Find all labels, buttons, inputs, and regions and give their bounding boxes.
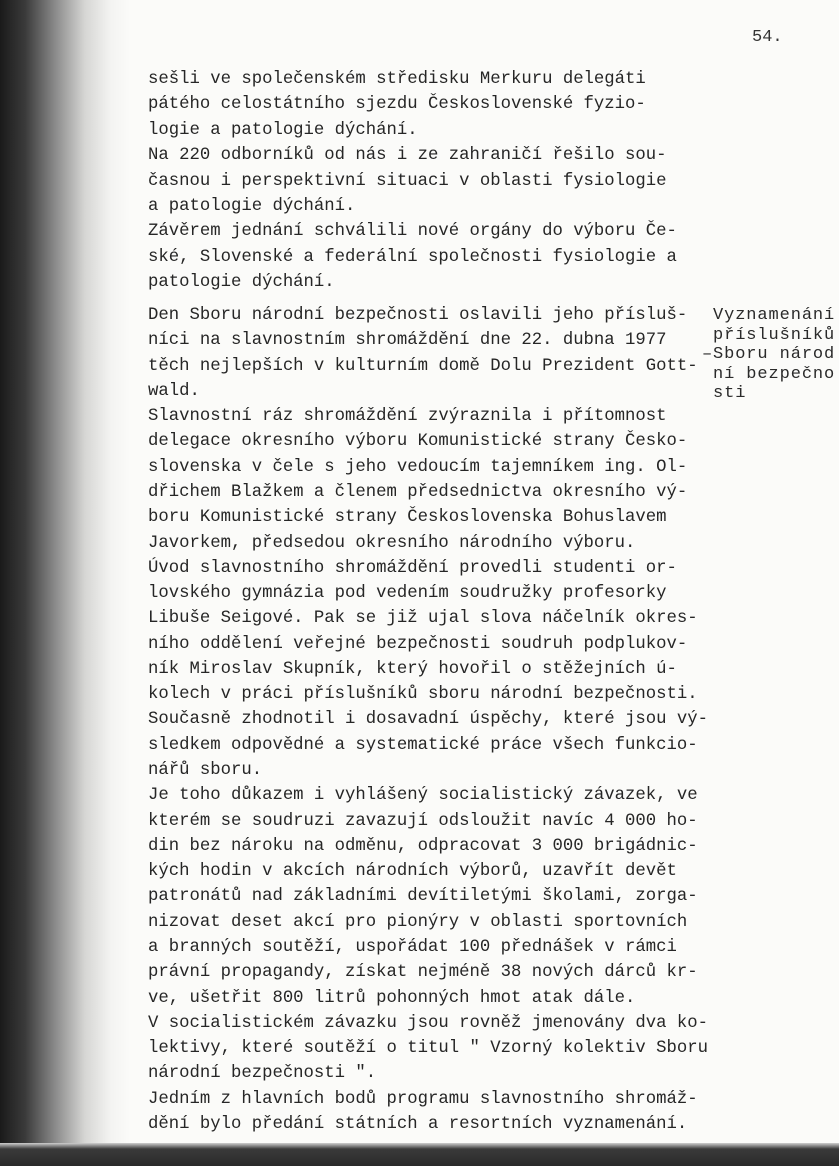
book-gutter-shadow	[0, 0, 130, 1166]
text-line: sledkem odpovědné a systematické práce všech funkcio-	[148, 735, 698, 755]
text-line: Javorkem, předsedou okresního národního výboru.	[148, 533, 636, 553]
text-line: nizovat deset akcí pro pionýry v oblasti sportovních	[148, 912, 688, 932]
text-line: Libuše Seigové. Pak se již ujal slova náčelník okres-	[148, 609, 698, 629]
text-line: ské, Slovenské a federální společnosti fysiologie a	[148, 247, 677, 267]
scan-edge-shadow	[0, 1143, 839, 1166]
text-line: časnou i perspektivní situaci v oblasti fysiologie	[148, 171, 667, 191]
text-line: Současně zhodnotil i dosavadní úspěchy, které jsou vý-	[148, 710, 709, 730]
text-line: ve, ušetřit 800 litrů pohonných hmot atak dále.	[148, 988, 636, 1008]
text-line: kolech v práci příslušníků sboru národní bezpečnosti.	[148, 685, 698, 705]
margin-note-line: Sboru národ	[713, 345, 836, 364]
text-line: ník Miroslav Skupník, který hovořil o stěžejních ú-	[148, 659, 677, 679]
text-line: delegace okresního výboru Komunistické strany Česko-	[148, 432, 688, 452]
text-line: lektivy, které soutěží o titul " Vzorný kolektiv Sboru	[148, 1039, 709, 1059]
text-line: nářů sboru.	[148, 761, 263, 781]
text-line: a patologie dýchání.	[148, 197, 356, 216]
text-line: logie a patologie dýchání.	[148, 120, 418, 140]
text-line: wald.	[148, 381, 200, 401]
text-line: Slavnostní ráz shromáždění zvýraznila i přítomnost	[148, 407, 667, 427]
text-line: dění bylo předání státních a resortních vyznamenání.	[148, 1114, 688, 1134]
text-line: Úvod slavnostního shromáždění provedli studenti or-	[148, 558, 677, 578]
page-number: 54.	[752, 28, 783, 47]
text-line: národní bezpečnosti ".	[148, 1064, 377, 1084]
text-line: těch nejlepších v kulturním domě Dolu Prezident Gott-	[148, 356, 698, 376]
text-line: kterém se soudruzi zavazují odsloužit navíc 4 000 ho-	[148, 811, 698, 831]
text-line: Je toho důkazem i vyhlášený socialistický závazek, ve	[148, 786, 698, 806]
text-line: právní propagandy, získat nejméně 38 nových dárců kr-	[148, 963, 698, 983]
text-line: patologie dýchání.	[148, 273, 335, 293]
text-line: ního oddělení veřejné bezpečnosti soudruh podplukov-	[148, 634, 688, 654]
margin-note-line: sti	[713, 384, 747, 403]
text-line: dřichem Blažkem a členem předsednictva okresního vý-	[148, 482, 688, 502]
text-line: sešli ve společenském středisku Merkuru delegáti	[148, 70, 646, 89]
margin-note-dash: –	[702, 345, 713, 364]
text-line: boru Komunistické strany Československa Bohuslavem	[148, 508, 667, 528]
text-line: a branných soutěží, uspořádat 100 přednášek v rámci	[148, 938, 677, 957]
text-line: patronátů nad základními devítiletými školami, zorga-	[148, 887, 698, 907]
text-line: din bez nároku na odměnu, odpracovat 3 000 brigádnic-	[148, 836, 698, 856]
text-line: Závěrem jednání schválili nové orgány do výboru Če-	[148, 222, 677, 242]
text-line: kých hodin v akcích národních výborů, uzavřít devět	[148, 862, 677, 882]
text-line: pátého celostátního sjezdu Československé fyzio-	[148, 95, 646, 115]
margin-note-line: ní bezpečno	[713, 364, 836, 384]
text-line: slovenska v čele s jeho vedoucím tajemníkem ing. Ol-	[148, 457, 688, 477]
text-line: V socialistickém závazku jsou rovněž jmenovány dva ko-	[148, 1013, 709, 1033]
text-line: Den Sboru národní bezpečnosti oslavili jeho přísluš-	[148, 306, 688, 325]
margin-note-line: Vyznamenání	[713, 306, 836, 325]
text-line: Na 220 odborníků od nás i ze zahraničí řešilo sou-	[148, 146, 667, 166]
text-line: Jedním z hlavních bodů programu slavnostního shromáž-	[148, 1089, 698, 1109]
margin-note-line: příslušníků	[713, 325, 836, 345]
text-line: lovského gymnázia pod vedením soudružky profesorky	[148, 584, 667, 604]
text-line: níci na slavnostním shromáždění dne 22. dubna 1977	[148, 331, 667, 351]
